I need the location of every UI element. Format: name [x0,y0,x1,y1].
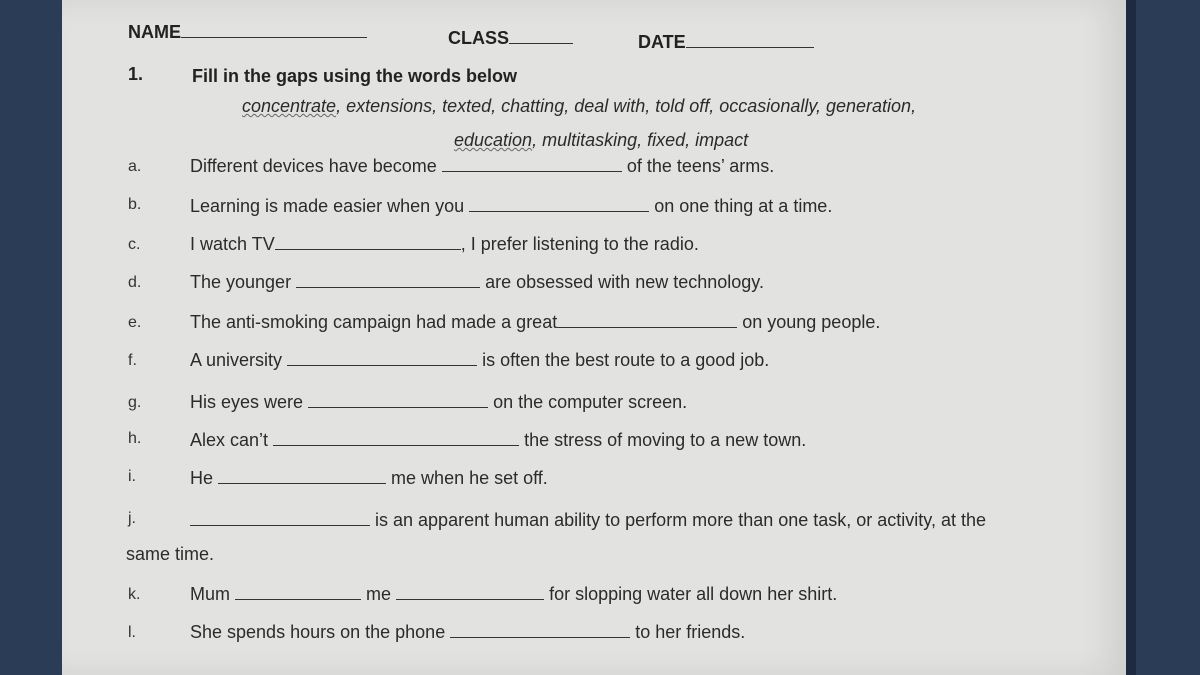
item-letter: d. [128,274,142,291]
answer-blank-k1[interactable] [235,585,361,600]
word-bank-line-2 [454,130,748,151]
sentence-text: A university [190,350,283,370]
sentence-h [190,430,806,451]
sentence-text: me [366,584,392,604]
answer-blank-f[interactable] [287,351,477,366]
sentence-text: Learning is made easier when you [190,196,465,216]
class-label: CLASS [448,28,510,48]
sentence-text: is an apparent human ability to perform more than one task, or activity, at the [375,510,986,530]
sentence-text: I watch TV [190,234,275,254]
sentence-text: for slopping water all down her shirt. [549,584,838,604]
item-letter: c. [128,236,141,253]
item-letter: h. [128,430,142,447]
item-letter: i. [128,468,136,485]
sentence-e [190,312,880,333]
item-letter: b. [128,196,142,213]
exercise-instruction: Fill in the gaps using the words below [192,66,518,86]
sentence-text: Alex can’t [190,430,269,450]
answer-blank-a[interactable] [442,157,622,172]
sentence-text: The younger [190,272,292,292]
date-blank[interactable] [686,33,814,48]
word-bank-words: , extensions, texted, chatting, deal with, told off, occasionally, generation, [336,96,917,116]
sentence-text: to her friends. [635,622,746,642]
sentence-f [190,350,769,371]
date-label: DATE [638,32,686,52]
item-letter: k. [128,586,141,603]
sentence-j-continuation: same time. [126,544,215,564]
name-field [128,22,367,43]
sentence-text: She spends hours on the phone [190,622,446,642]
name-blank[interactable] [181,23,367,38]
answer-blank-j[interactable] [190,511,370,526]
class-blank[interactable] [509,29,573,44]
answer-blank-e[interactable] [557,313,737,328]
item-letter: a. [128,158,142,175]
sentence-text: the stress of moving to a new town. [524,430,807,450]
item-letter: g. [128,394,142,411]
sentence-text: He [190,468,214,488]
sentence-g [190,392,687,413]
sentence-c [190,234,699,255]
item-letter: l. [128,624,136,641]
sentence-b [190,196,832,217]
sentence-i [190,468,548,489]
date-field [638,32,814,53]
worksheet-page [62,0,1126,675]
word-bank-line-1 [242,96,916,117]
exercise-number: 1. [128,64,144,84]
sentence-text: , I prefer listening to the radio. [460,234,699,254]
sentence-text: Mum [190,584,230,604]
item-letter: f. [128,352,137,369]
answer-blank-i[interactable] [218,469,386,484]
sentence-j [190,510,986,531]
sentence-text: is often the best route to a good job. [482,350,770,370]
sentence-text: on young people. [742,312,881,332]
item-letter: e. [128,314,142,331]
answer-blank-h[interactable] [273,431,519,446]
sentence-text: on the computer screen. [493,392,688,412]
answer-blank-b[interactable] [469,197,649,212]
sentence-text: on one thing at a time. [654,196,833,216]
class-field [448,28,573,49]
answer-blank-g[interactable] [308,393,488,408]
sentence-k [190,584,837,605]
sentence-d [190,272,764,293]
sentence-text: me when he set off. [391,468,548,488]
sentence-text: Different devices have become [190,156,437,176]
sentence-a [190,156,774,177]
item-letter: j. [128,510,136,527]
word-bank-first-word: concentrate [242,96,337,116]
sentence-text: of the teens’ arms. [626,156,775,176]
word-bank-first-word-2: education [454,130,533,150]
sentence-text: His eyes were [190,392,304,412]
sentence-l [190,622,745,643]
answer-blank-l[interactable] [450,623,630,638]
sentence-text: The anti-smoking campaign had made a great [190,312,558,332]
answer-blank-c[interactable] [275,235,461,250]
answer-blank-d[interactable] [296,273,480,288]
answer-blank-k2[interactable] [396,585,544,600]
name-label: NAME [128,22,181,42]
sentence-text: are obsessed with new technology. [485,272,764,292]
word-bank-words-2: , multitasking, fixed, impact [532,130,749,150]
